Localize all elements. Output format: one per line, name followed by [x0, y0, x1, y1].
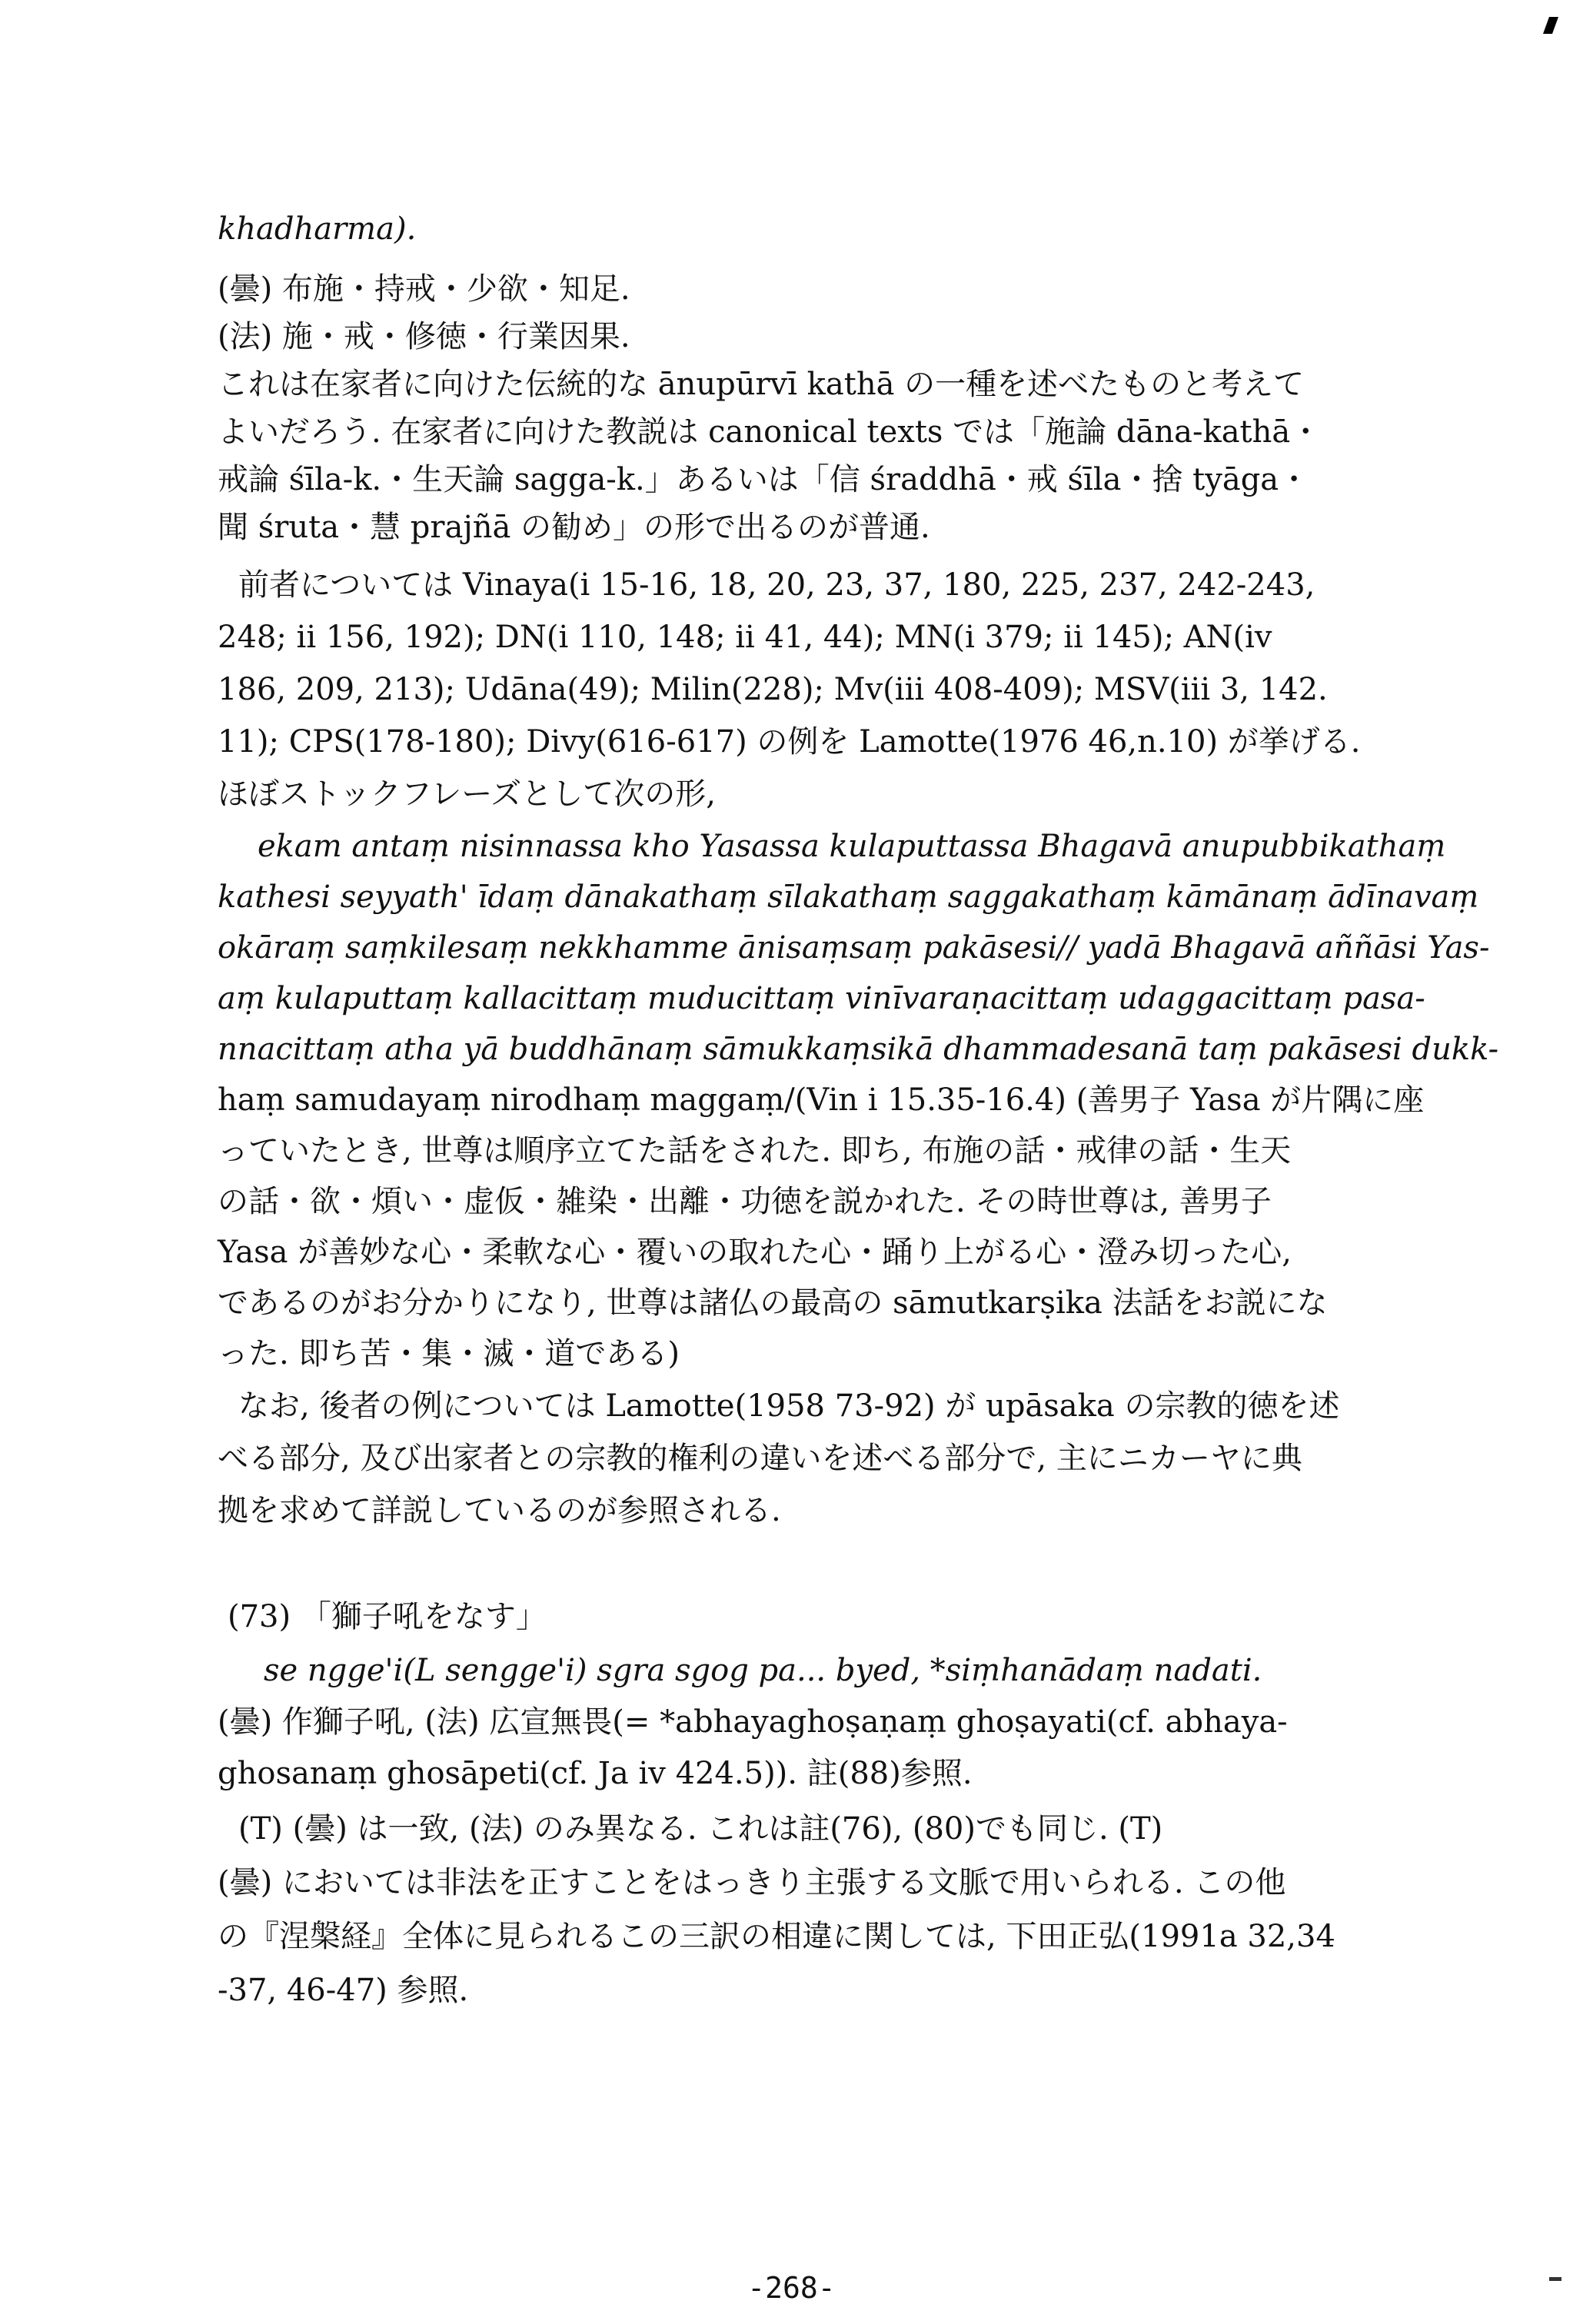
translation-line-5: った. 即ち苦・集・滅・道である)	[218, 1336, 680, 1371]
translation-line-3: Yasa が善妙な心・柔軟な心・覆いの取れた心・踊り上がる心・澄み切った心,	[218, 1235, 1292, 1270]
text-line-5: よいだろう. 在家者に向けた教説は canonical texts では「施論 dāna-kathā・	[218, 414, 1322, 450]
pali-quote-line-2: kathesi seyyath' īdaṃ dānakathaṃ sīlakathaṃ saggakathaṃ kāmānaṃ ādīnavaṃ	[218, 879, 1479, 915]
text-line-25: 拠を求めて詳説しているのが参照される.	[218, 1493, 781, 1528]
note-73-tibetan: se ngge'i(L sengge'i) sgra sgog pa... byed, *siṃhanādaṃ nadati.	[264, 1653, 1262, 1688]
text-line-8: 前者については Vinaya(i 15-16, 18, 20, 23, 37, 180, 225, 237, 242-243,	[238, 567, 1315, 603]
note-73-line-2: ghosanaṃ ghosāpeti(cf. Ja iv 424.5)). 註(88)参照.	[218, 1756, 973, 1791]
text-line-4: これは在家者に向けた伝統的な ānupūrvī kathā の一種を述べたものと考えて	[218, 367, 1305, 402]
note-73-line-3: (T) (曇) は一致, (法) のみ異なる. これは註(76), (80)でも同じ. (T)	[238, 1811, 1163, 1847]
note-73-heading: (73) 「獅子吼をなす」	[228, 1599, 547, 1634]
text-line-3: (法) 施・戒・修徳・行業因果.	[218, 319, 630, 354]
page-number: -268-	[747, 2271, 836, 2305]
note-73-line-4: (曇) においては非法を正すことをはっきり主張する文脈で用いられる. この他	[218, 1865, 1286, 1900]
pali-quote-line-6: haṃ samudayaṃ nirodhaṃ maggaṃ/(Vin i 15.35-16.4) (善男子 Yasa が片隅に座	[218, 1082, 1425, 1118]
text-line-23: なお, 後者の例については Lamotte(1958 73-92) が upāsaka の宗教的徳を述	[238, 1388, 1340, 1424]
note-73-line-1: (曇) 作獅子吼, (法) 広宣無畏(= *abhayaghoṣaṇaṃ ghoṣayati(cf. abhaya-	[218, 1704, 1288, 1740]
text-line-1: khadharma).	[218, 211, 417, 247]
translation-line-2: の話・欲・煩い・虚仮・雑染・出離・功徳を説かれた. その時世尊は, 善男子	[218, 1184, 1272, 1219]
corner-scan-mark-bottom	[1549, 2277, 1561, 2281]
pali-quote-line-4: aṃ kulaputtaṃ kallacittaṃ muducittaṃ vinīvaraṇacittaṃ udaggacittaṃ pasa-	[218, 981, 1425, 1016]
note-73-line-6: -37, 46-47) 参照.	[218, 1973, 469, 2008]
pali-quote-line-1: ekam antaṃ nisinnassa kho Yasassa kulaputtassa Bhagavā anupubbikathaṃ	[258, 829, 1446, 864]
text-line-24: べる部分, 及び出家者との宗教的権利の違いを述べる部分で, 主にニカーヤに典	[218, 1441, 1302, 1476]
text-line-11: 11); CPS(178-180); Divy(616-617) の例を Lamotte(1976 46,n.10) が挙げる.	[218, 724, 1361, 760]
text-line-9: 248; ii 156, 192); DN(i 110, 148; ii 41, 44); MN(i 379; ii 145); AN(iv	[218, 620, 1272, 655]
text-line-2: (曇) 布施・持戒・少欲・知足.	[218, 271, 630, 307]
corner-scan-mark	[1543, 17, 1558, 34]
pali-quote-line-3: okāraṃ saṃkilesaṃ nekkhamme ānisaṃsaṃ pakāsesi// yadā Bhagavā aññāsi Yas-	[218, 930, 1490, 966]
translation-line-1: っていたとき, 世尊は順序立てた話をされた. 即ち, 布施の話・戒律の話・生天	[218, 1133, 1292, 1169]
translation-line-4: であるのがお分かりになり, 世尊は諸仏の最高の sāmutkarṣika 法話をお説にな	[218, 1285, 1328, 1321]
text-line-12: ほぼストックフレーズとして次の形,	[218, 776, 716, 812]
text-line-6: 戒論 śīla-k.・生天論 sagga-k.」あるいは「信 śraddhā・戒 śīla・捨 tyāga・	[218, 462, 1310, 497]
text-line-10: 186, 209, 213); Udāna(49); Milin(228); Mv(iii 408-409); MSV(iii 3, 142.	[218, 672, 1328, 707]
note-73-line-5: の『涅槃経』全体に見られるこの三訳の相違に関しては, 下田正弘(1991a 32,34	[218, 1919, 1335, 1954]
text-line-7: 聞 śruta・慧 prajñā の勧め」の形で出るのが普通.	[218, 510, 930, 545]
pali-quote-line-5: nnacittaṃ atha yā buddhānaṃ sāmukkaṃsikā dhammadesanā taṃ pakāsesi dukk-	[218, 1032, 1499, 1067]
